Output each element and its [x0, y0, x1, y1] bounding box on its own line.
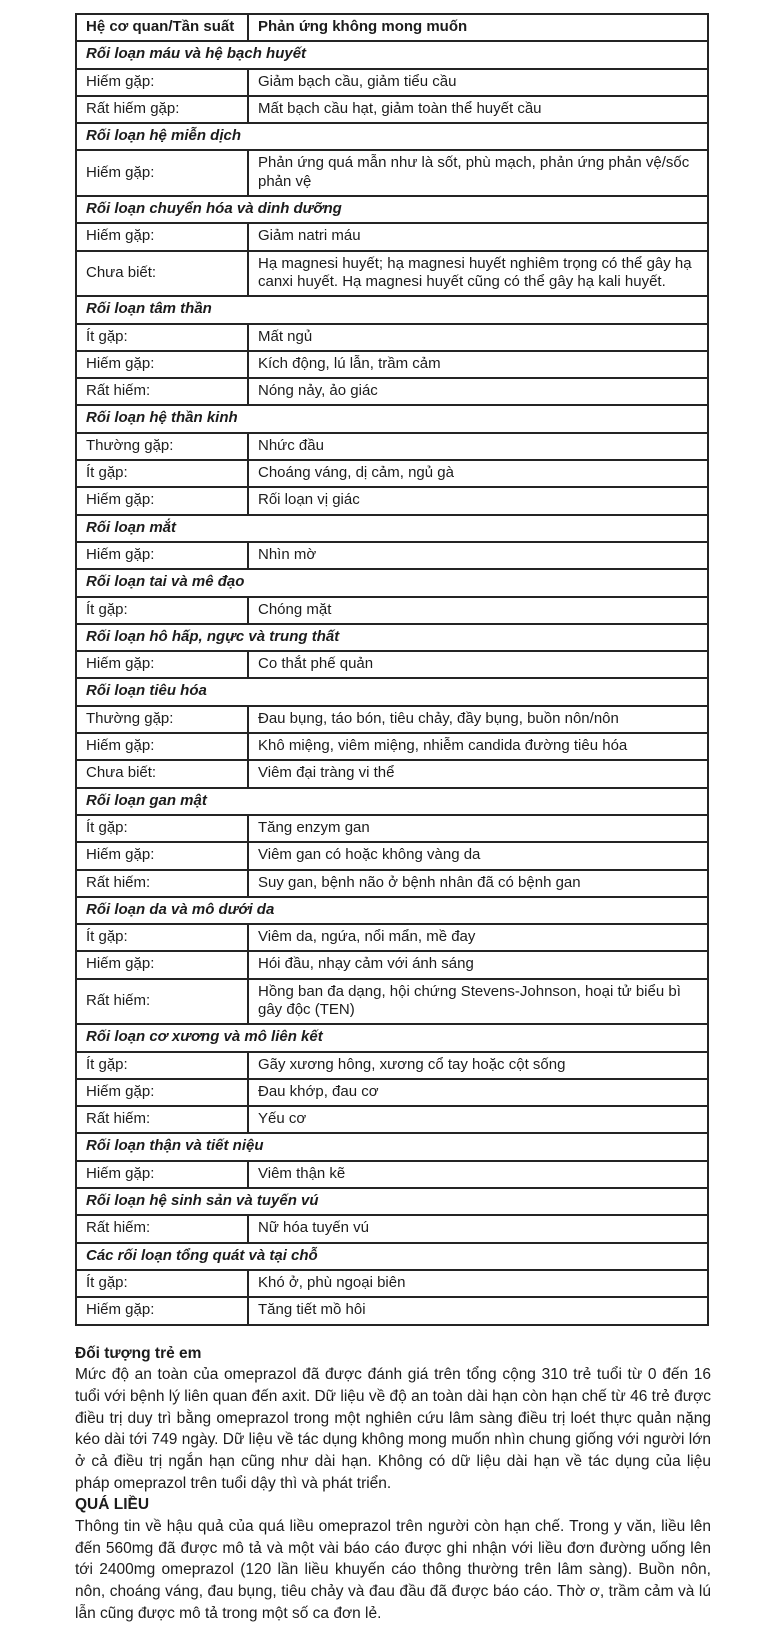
- table-row: [76, 251, 708, 297]
- reaction-cell: Mất ngủ: [248, 324, 708, 351]
- table-row: [76, 69, 708, 96]
- reaction-cell: Mất bạch cầu hạt, giảm toàn thể huyết cầu: [248, 96, 708, 123]
- table-row: [76, 460, 708, 487]
- frequency-cell: Hiếm gặp:: [76, 651, 248, 678]
- section-title: Rối loạn gan mật: [76, 788, 708, 815]
- table-row: [76, 733, 708, 760]
- frequency-cell: Thường gặp:: [76, 433, 248, 460]
- section-title: Rối loạn thận và tiết niệu: [76, 1133, 708, 1160]
- pediatric-section: [75, 1343, 711, 1625]
- section-header-row: [76, 1133, 708, 1160]
- section-title: Rối loạn tai và mê đạo: [76, 569, 708, 596]
- frequency-cell: Hiếm gặp:: [76, 69, 248, 96]
- frequency-cell: Ít gặp:: [76, 924, 248, 951]
- section-header-row: [76, 624, 708, 651]
- reaction-cell: Nữ hóa tuyến vú: [248, 1215, 708, 1242]
- table-row: [76, 324, 708, 351]
- frequency-cell: Hiếm gặp:: [76, 223, 248, 250]
- table-row: [76, 1270, 708, 1297]
- frequency-cell: Hiếm gặp:: [76, 842, 248, 869]
- reaction-cell: Co thắt phế quản: [248, 651, 708, 678]
- section-title: Rối loạn tiêu hóa: [76, 678, 708, 705]
- reaction-cell: Nhức đầu: [248, 433, 708, 460]
- section-title: Các rối loạn tổng quát và tại chỗ: [76, 1243, 708, 1270]
- frequency-cell: Hiếm gặp:: [76, 542, 248, 569]
- frequency-cell: Rất hiếm:: [76, 1215, 248, 1242]
- table-row: [76, 597, 708, 624]
- section-title: Rối loạn cơ xương và mô liên kết: [76, 1024, 708, 1051]
- table-row: [76, 870, 708, 897]
- reaction-cell: Nhìn mờ: [248, 542, 708, 569]
- section-header-row: [76, 1188, 708, 1215]
- frequency-cell: Rất hiếm:: [76, 870, 248, 897]
- reaction-cell: Viêm thận kẽ: [248, 1161, 708, 1188]
- table-header-reaction: Phản ứng không mong muốn: [248, 14, 708, 41]
- table-row: [76, 150, 708, 196]
- reaction-cell: Đau khớp, đau cơ: [248, 1079, 708, 1106]
- frequency-cell: Rất hiếm:: [76, 979, 248, 1025]
- reaction-cell: Hạ magnesi huyết; hạ magnesi huyết nghiêm trọng có thể gây hạ canxi huyết. Hạ magnesi huyết cũng có thể gây hạ kali huyết.: [248, 251, 708, 297]
- table-row: [76, 433, 708, 460]
- frequency-cell: Ít gặp:: [76, 460, 248, 487]
- reaction-cell: Suy gan, bệnh não ở bệnh nhân đã có bệnh gan: [248, 870, 708, 897]
- table-row: [76, 378, 708, 405]
- reaction-cell: Kích động, lú lẫn, trầm cảm: [248, 351, 708, 378]
- table-row: [76, 1052, 708, 1079]
- reaction-cell: Viêm đại tràng vi thể: [248, 760, 708, 787]
- table-row: [76, 1106, 708, 1133]
- table-row: [76, 223, 708, 250]
- section-header-row: [76, 296, 708, 323]
- reaction-cell: Giảm bạch cầu, giảm tiểu cầu: [248, 69, 708, 96]
- section-header-row: [76, 1024, 708, 1051]
- overdose-section-heading: QUÁ LIỀU: [75, 1496, 150, 1514]
- section-title: Rối loạn hệ miễn dịch: [76, 123, 708, 150]
- reaction-cell: Phản ứng quá mẫn như là sốt, phù mạch, phản ứng phản vệ/sốc phản vệ: [248, 150, 708, 196]
- reaction-cell: Choáng váng, dị cảm, ngủ gà: [248, 460, 708, 487]
- frequency-cell: Hiếm gặp:: [76, 951, 248, 978]
- reaction-cell: Viêm da, ngứa, nổi mẩn, mề đay: [248, 924, 708, 951]
- reaction-cell: Khô miệng, viêm miệng, nhiễm candida đường tiêu hóa: [248, 733, 708, 760]
- section-title: Rối loạn tâm thần: [76, 296, 708, 323]
- table-row: [76, 542, 708, 569]
- section-header-row: [76, 41, 708, 68]
- frequency-cell: Ít gặp:: [76, 1052, 248, 1079]
- table-row: [76, 351, 708, 378]
- pediatric-section-paragraph: Mức độ an toàn của omeprazol đã được đánh giá trên tổng cộng 310 trẻ tuổi từ 0 đến 16 tuổi với bệnh lý liên quan đến axit. Dữ liệu về độ an toàn dài hạn còn hạn chế từ 46 trẻ được điều trị duy trì bằng omeprazol trong một nghiên cứu lâm sàng điều trị loét thực quản nặng kéo dài tới 749 ngày. Dữ liệu về tác dụng không mong muốn nhìn chung giống với người lớn ở cả điều trị ngắn hạn cũng như dài hạn. Không có dữ liệu dài hạn về tác dụng của liệu pháp omeprazol trên tuổi dậy thì và phát triển.: [75, 1366, 711, 1492]
- table-row: [76, 1079, 708, 1106]
- section-title: Rối loạn chuyển hóa và dinh dưỡng: [76, 196, 708, 223]
- section-header-row: [76, 897, 708, 924]
- section-header-row: [76, 405, 708, 432]
- table-header-row: [76, 14, 708, 41]
- frequency-cell: Hiếm gặp:: [76, 351, 248, 378]
- frequency-cell: Hiếm gặp:: [76, 1161, 248, 1188]
- table-row: [76, 924, 708, 951]
- frequency-cell: Hiếm gặp:: [76, 150, 248, 196]
- section-header-row: [76, 123, 708, 150]
- pediatric-section-heading: Đối tượng trẻ em: [75, 1344, 202, 1362]
- table-row: [76, 815, 708, 842]
- frequency-cell: Ít gặp:: [76, 1270, 248, 1297]
- section-title: Rối loạn hô hấp, ngực và trung thất: [76, 624, 708, 651]
- reaction-cell: Rối loạn vị giác: [248, 487, 708, 514]
- reaction-cell: Khó ở, phù ngoại biên: [248, 1270, 708, 1297]
- reaction-cell: Chóng mặt: [248, 597, 708, 624]
- section-title: Rối loạn da và mô dưới da: [76, 897, 708, 924]
- adverse-reactions-table: [75, 13, 709, 1326]
- section-header-row: [76, 196, 708, 223]
- section-header-row: [76, 515, 708, 542]
- table-row: [76, 1297, 708, 1324]
- section-title: Rối loạn hệ thần kinh: [76, 405, 708, 432]
- frequency-cell: Hiếm gặp:: [76, 1297, 248, 1324]
- frequency-cell: Ít gặp:: [76, 597, 248, 624]
- section-title: Rối loạn máu và hệ bạch huyết: [76, 41, 708, 68]
- frequency-cell: Rất hiếm gặp:: [76, 96, 248, 123]
- table-row: [76, 842, 708, 869]
- reaction-cell: Giảm natri máu: [248, 223, 708, 250]
- frequency-cell: Chưa biết:: [76, 760, 248, 787]
- frequency-cell: Chưa biết:: [76, 251, 248, 297]
- table-row: [76, 979, 708, 1025]
- reaction-cell: Gãy xương hông, xương cổ tay hoặc cột sống: [248, 1052, 708, 1079]
- reaction-cell: Viêm gan có hoặc không vàng da: [248, 842, 708, 869]
- frequency-cell: Ít gặp:: [76, 815, 248, 842]
- reaction-cell: Đau bụng, táo bón, tiêu chảy, đầy bụng, buồn nôn/nôn: [248, 706, 708, 733]
- section-header-row: [76, 678, 708, 705]
- section-header-row: [76, 788, 708, 815]
- frequency-cell: Hiếm gặp:: [76, 487, 248, 514]
- section-title: Rối loạn mắt: [76, 515, 708, 542]
- section-header-row: [76, 569, 708, 596]
- table-row: [76, 1161, 708, 1188]
- frequency-cell: Rất hiếm:: [76, 1106, 248, 1133]
- table-row: [76, 706, 708, 733]
- table-row: [76, 651, 708, 678]
- section-header-row: [76, 1243, 708, 1270]
- frequency-cell: Rất hiếm:: [76, 378, 248, 405]
- table-header-organ-system: Hệ cơ quan/Tần suất: [76, 14, 248, 41]
- section-title: Rối loạn hệ sinh sản và tuyến vú: [76, 1188, 708, 1215]
- overdose-section-paragraph: Thông tin về hậu quả của quá liều omeprazol trên người còn hạn chế. Trong y văn, liều lên đến 560mg đã được mô tả và một vài báo cáo được ghi nhận với liều đơn đường uống lên tới 2400mg omeprazol (120 lần liều khuyến cáo thông thường trên lâm sàng). Buồn nôn, nôn, choáng váng, đau bụng, tiêu chảy và đau đầu đã được báo cáo. Thờ ơ, trầm cảm và lú lẫn cũng được mô tả trong một số ca đơn lẻ.: [75, 1518, 711, 1622]
- reaction-cell: Nóng nảy, ảo giác: [248, 378, 708, 405]
- table-row: [76, 96, 708, 123]
- reaction-cell: Yếu cơ: [248, 1106, 708, 1133]
- frequency-cell: Hiếm gặp:: [76, 1079, 248, 1106]
- table-row: [76, 487, 708, 514]
- reaction-cell: Tăng tiết mồ hôi: [248, 1297, 708, 1324]
- table-row: [76, 951, 708, 978]
- frequency-cell: Ít gặp:: [76, 324, 248, 351]
- frequency-cell: Hiếm gặp:: [76, 733, 248, 760]
- frequency-cell: Thường gặp:: [76, 706, 248, 733]
- table-row: [76, 1215, 708, 1242]
- reaction-cell: Hồng ban đa dạng, hội chứng Stevens-Johnson, hoại tử biểu bì gây độc (TEN): [248, 979, 708, 1025]
- adverse-reactions-table-body: [76, 14, 708, 1325]
- reaction-cell: Tăng enzym gan: [248, 815, 708, 842]
- reaction-cell: Hói đầu, nhạy cảm với ánh sáng: [248, 951, 708, 978]
- table-row: [76, 760, 708, 787]
